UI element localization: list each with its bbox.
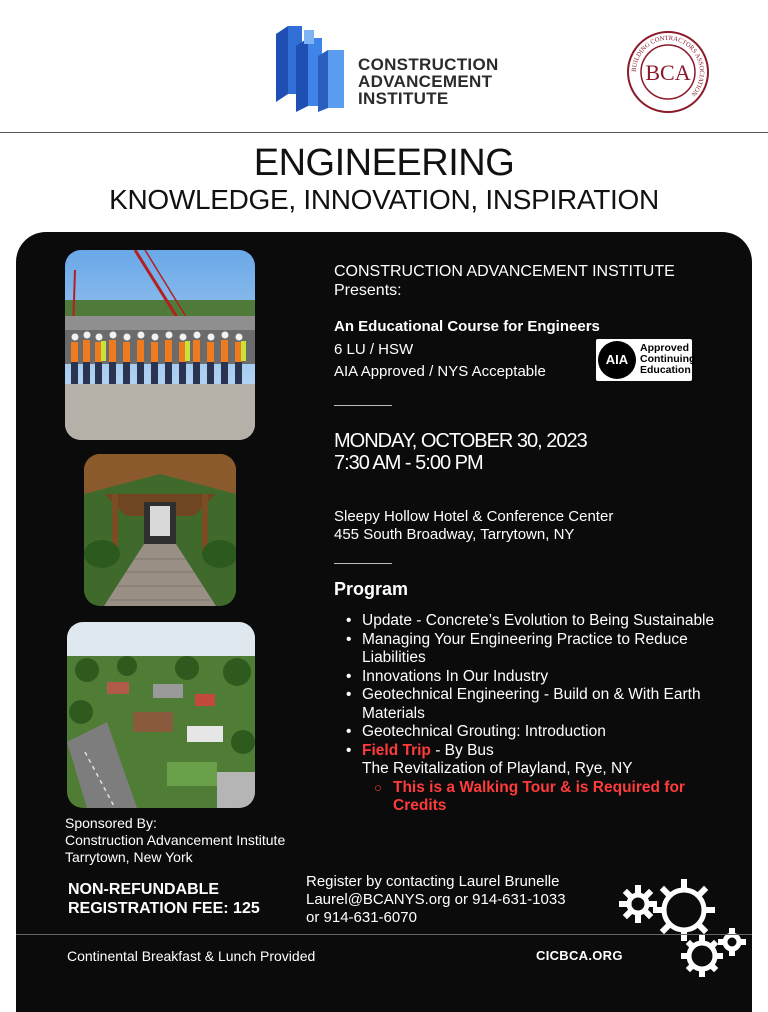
divider: [334, 563, 392, 564]
aia-approved-badge: [596, 339, 696, 381]
website-link[interactable]: CICBCA.ORG: [536, 948, 623, 963]
field-trip-mode: - By Bus: [430, 741, 494, 759]
aerial-park-photo: [67, 622, 255, 808]
header-divider: [0, 132, 768, 133]
field-trip-detail: The Revitalization of Playland, Rye, NY: [362, 760, 633, 777]
list-item: [346, 630, 742, 668]
header: [0, 0, 768, 132]
bullet-icon: •: [346, 612, 352, 629]
bullet-icon: •: [346, 723, 352, 740]
bca-seal-logo: [626, 30, 710, 114]
list-item-text: Innovations In Our Industry: [362, 667, 549, 685]
list-item: [346, 723, 742, 742]
event-time: 7:30 AM - 5:00 PM: [334, 452, 483, 474]
title-block: [0, 142, 768, 216]
cai-logo-line: CONSTRUCTION: [358, 55, 499, 74]
registration-contact: [306, 873, 566, 927]
venue-address: 455 South Broadway, Tarrytown, NY: [334, 526, 575, 543]
event-datetime: [334, 430, 587, 474]
list-item-field-trip: [346, 741, 742, 761]
gears-icon: [610, 872, 752, 984]
course-title: An Educational Course for Engineers: [334, 318, 600, 335]
aia-badge-text: [640, 343, 695, 376]
presenter-label: Presents:: [334, 282, 402, 299]
register-phone[interactable]: or 914-631-6070: [306, 909, 417, 926]
bullet-icon: •: [346, 667, 352, 685]
presenter-block: [334, 262, 675, 300]
aia-badge-line: Approved: [640, 342, 690, 354]
bullet-icon: •: [346, 630, 352, 648]
registration-fee: [68, 880, 260, 918]
event-venue: [334, 508, 613, 544]
cai-logo-line: INSTITUTE: [358, 89, 449, 108]
list-item-text: Managing Your Engineering Practice to Reduce Liabilities: [362, 630, 688, 666]
list-item-text: Update - Concrete’s Evolution to Being Sustainable: [362, 612, 715, 629]
cai-logo-line: ADVANCEMENT: [358, 72, 493, 91]
venue-name: Sleepy Hollow Hotel & Conference Center: [334, 508, 614, 525]
fee-line: REGISTRATION FEE: 125: [68, 900, 260, 917]
circle-bullet-icon: ○: [374, 779, 382, 795]
sponsor-block: [65, 815, 285, 866]
register-contact-link[interactable]: Laurel@BCANYS.org or 914-631-1033: [306, 891, 566, 908]
field-trip-label: Field Trip: [362, 741, 431, 759]
divider: [334, 405, 392, 406]
meals-note: Continental Breakfast & Lunch Provided: [67, 948, 316, 964]
page-title: ENGINEERING: [253, 142, 515, 184]
presenter-org: CONSTRUCTION ADVANCEMENT INSTITUTE: [334, 263, 675, 280]
list-item-text: Geotechnical Engineering - Build on & With Earth Materials: [362, 686, 701, 722]
bca-ring-text: BUILDING CONTRACTORS ASSOCIATION: [630, 34, 706, 98]
cai-logo-text: [358, 56, 499, 107]
sponsor-location: Tarrytown, New York: [65, 849, 193, 865]
bca-seal-text: BCA: [645, 60, 691, 85]
aia-badge-line: Education: [640, 364, 691, 376]
footer-divider: [16, 934, 752, 935]
list-item: [346, 686, 742, 723]
covered-walkway-photo: [84, 454, 236, 606]
event-date: MONDAY, OCTOBER 30, 2023: [334, 430, 587, 452]
aia-logo: AIA: [598, 341, 636, 379]
aia-badge-line: Continuing: [640, 353, 696, 365]
walking-tour-text: This is a Walking Tour & is Required for Credits: [393, 778, 685, 814]
sponsor-label: Sponsored By:: [65, 815, 157, 831]
program-list: [346, 612, 742, 816]
sponsor-org: Construction Advancement Institute: [65, 832, 286, 848]
page-subtitle: KNOWLEDGE, INNOVATION, INSPIRATION: [109, 184, 659, 215]
list-item: [346, 612, 742, 631]
list-item: [346, 667, 742, 687]
construction-crew-photo: [65, 250, 255, 440]
course-approval: AIA Approved / NYS Acceptable: [334, 363, 546, 380]
fee-line: NON-REFUNDABLE: [68, 881, 220, 898]
cai-logo: [274, 26, 524, 112]
cai-building-icon: [274, 26, 358, 112]
list-item-text: Geotechnical Grouting: Introduction: [362, 723, 606, 740]
program-heading: Program: [334, 579, 409, 599]
register-line: Register by contacting Laurel Brunelle: [306, 873, 560, 890]
event-panel: [16, 232, 752, 1012]
course-credits: 6 LU / HSW: [334, 341, 414, 358]
bullet-icon: •: [346, 686, 352, 703]
walking-tour-note: [362, 779, 742, 816]
bullet-icon: •: [346, 741, 352, 759]
